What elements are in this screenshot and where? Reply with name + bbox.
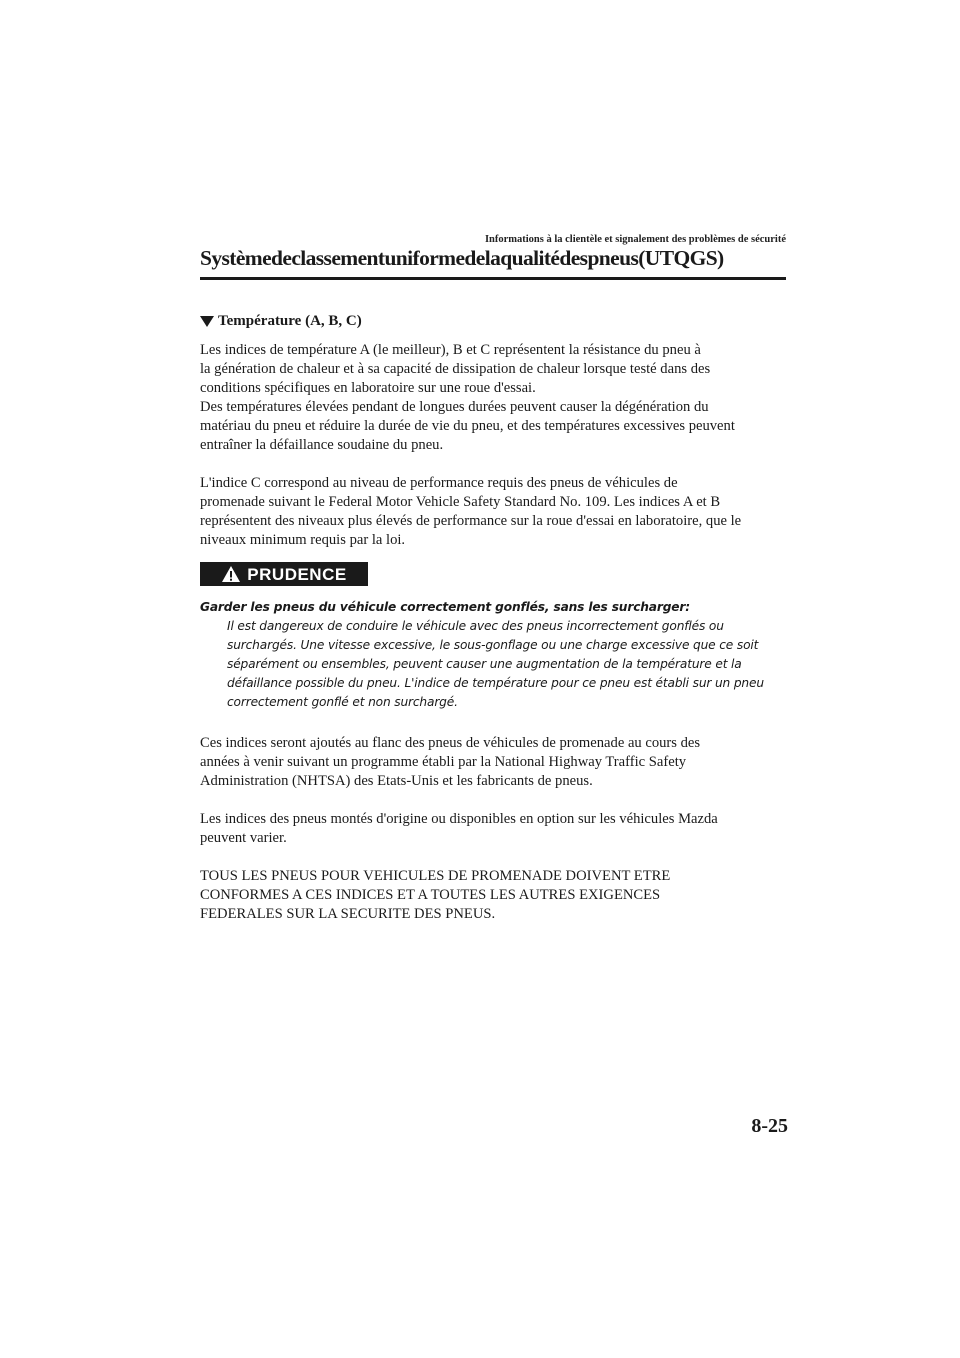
text-line: peuvent varier. xyxy=(200,830,287,846)
paragraph-grade-c xyxy=(200,474,790,550)
text-line: Les indices des pneus montés d'origine ou disponibles en option sur les véhicules Mazda xyxy=(200,811,718,827)
paragraph-mazda-tires xyxy=(200,810,790,848)
text-line: la génération de chaleur et à sa capacité de dissipation de chaleur lorsque testé dans des xyxy=(200,361,711,377)
page-number: 8-25 xyxy=(751,1115,788,1137)
page-body xyxy=(200,312,790,943)
text-line: Les indices de température A (le meilleur), B et C représentent la résistance du pneu à xyxy=(200,342,701,358)
text-line: correctement gonflé et non surchargé. xyxy=(227,695,458,709)
paragraph-sidewall xyxy=(200,734,790,791)
text-line: FEDERALES SUR LA SECURITE DES PNEUS. xyxy=(200,906,496,922)
text-line: L'indice C correspond au niveau de performance requis des pneus de véhicules de xyxy=(200,475,678,491)
warning-triangle-icon xyxy=(221,565,241,583)
text-line: Administration (NHTSA) des Etats-Unis et les fabricants de pneus. xyxy=(200,773,593,789)
section-heading xyxy=(200,312,790,331)
caution-block xyxy=(200,598,790,712)
paragraph-temperature-grades xyxy=(200,341,790,455)
text-line: CONFORMES A CES INDICES ET A TOUTES LES AUTRES EXIGENCES xyxy=(200,887,661,903)
text-line: années à venir suivant un programme établi par la National Highway Traffic Safety xyxy=(200,754,687,770)
caution-label: PRUDENCE xyxy=(247,564,347,584)
text-line: conditions spécifiques en laboratoire sur une roue d'essai. xyxy=(200,380,536,396)
text-line: niveaux minimum requis par la loi. xyxy=(200,532,406,548)
caution-text xyxy=(200,617,790,712)
text-line: Ces indices seront ajoutés au flanc des pneus de véhicules de promenade au cours des xyxy=(200,735,701,751)
caution-heading: Garder les pneus du véhicule correctement gonflés, sans les surcharger: xyxy=(200,600,691,614)
caution-badge xyxy=(200,562,368,586)
section-heading-text: Température (A, B, C) xyxy=(218,313,362,329)
triangle-bullet-icon xyxy=(200,316,214,327)
text-line: représentent des niveaux plus élevés de performance sur la roue d'essai en laboratoire, que le xyxy=(200,513,742,529)
text-line: promenade suivant le Federal Motor Vehicle Safety Standard No. 109. Les indices A et B xyxy=(200,494,721,510)
text-line: surchargés. Une vitesse excessive, le sous-gonflage ou une charge excessive que ce soit xyxy=(227,638,759,652)
text-line: matériau du pneu et réduire la durée de vie du pneu, et des températures excessives peuvent xyxy=(200,418,735,434)
text-line: défaillance possible du pneu. L'indice de température pour ce pneu est établi sur un pneu xyxy=(227,676,764,690)
text-line: Il est dangereux de conduire le véhicule avec des pneus incorrectement gonflés ou xyxy=(227,619,724,633)
header-subtitle: Informations à la clientèle et signalement des problèmes de sécurité xyxy=(484,234,786,245)
text-line: entraîner la défaillance soudaine du pneu. xyxy=(200,437,444,453)
text-line: Des températures élevées pendant de longues durées peuvent causer la dégénération du xyxy=(200,399,709,415)
text-line: TOUS LES PNEUS POUR VEHICULES DE PROMENADE DOIVENT ETRE xyxy=(200,868,671,884)
header-divider xyxy=(200,277,786,280)
page-title: Systèmedeclassementuniformedelaqualitédespneus(UTQGS) xyxy=(200,246,724,270)
paragraph-all-tires xyxy=(200,867,790,924)
text-line: séparément ou ensembles, peuvent causer une augmentation de la température et la xyxy=(227,657,742,671)
